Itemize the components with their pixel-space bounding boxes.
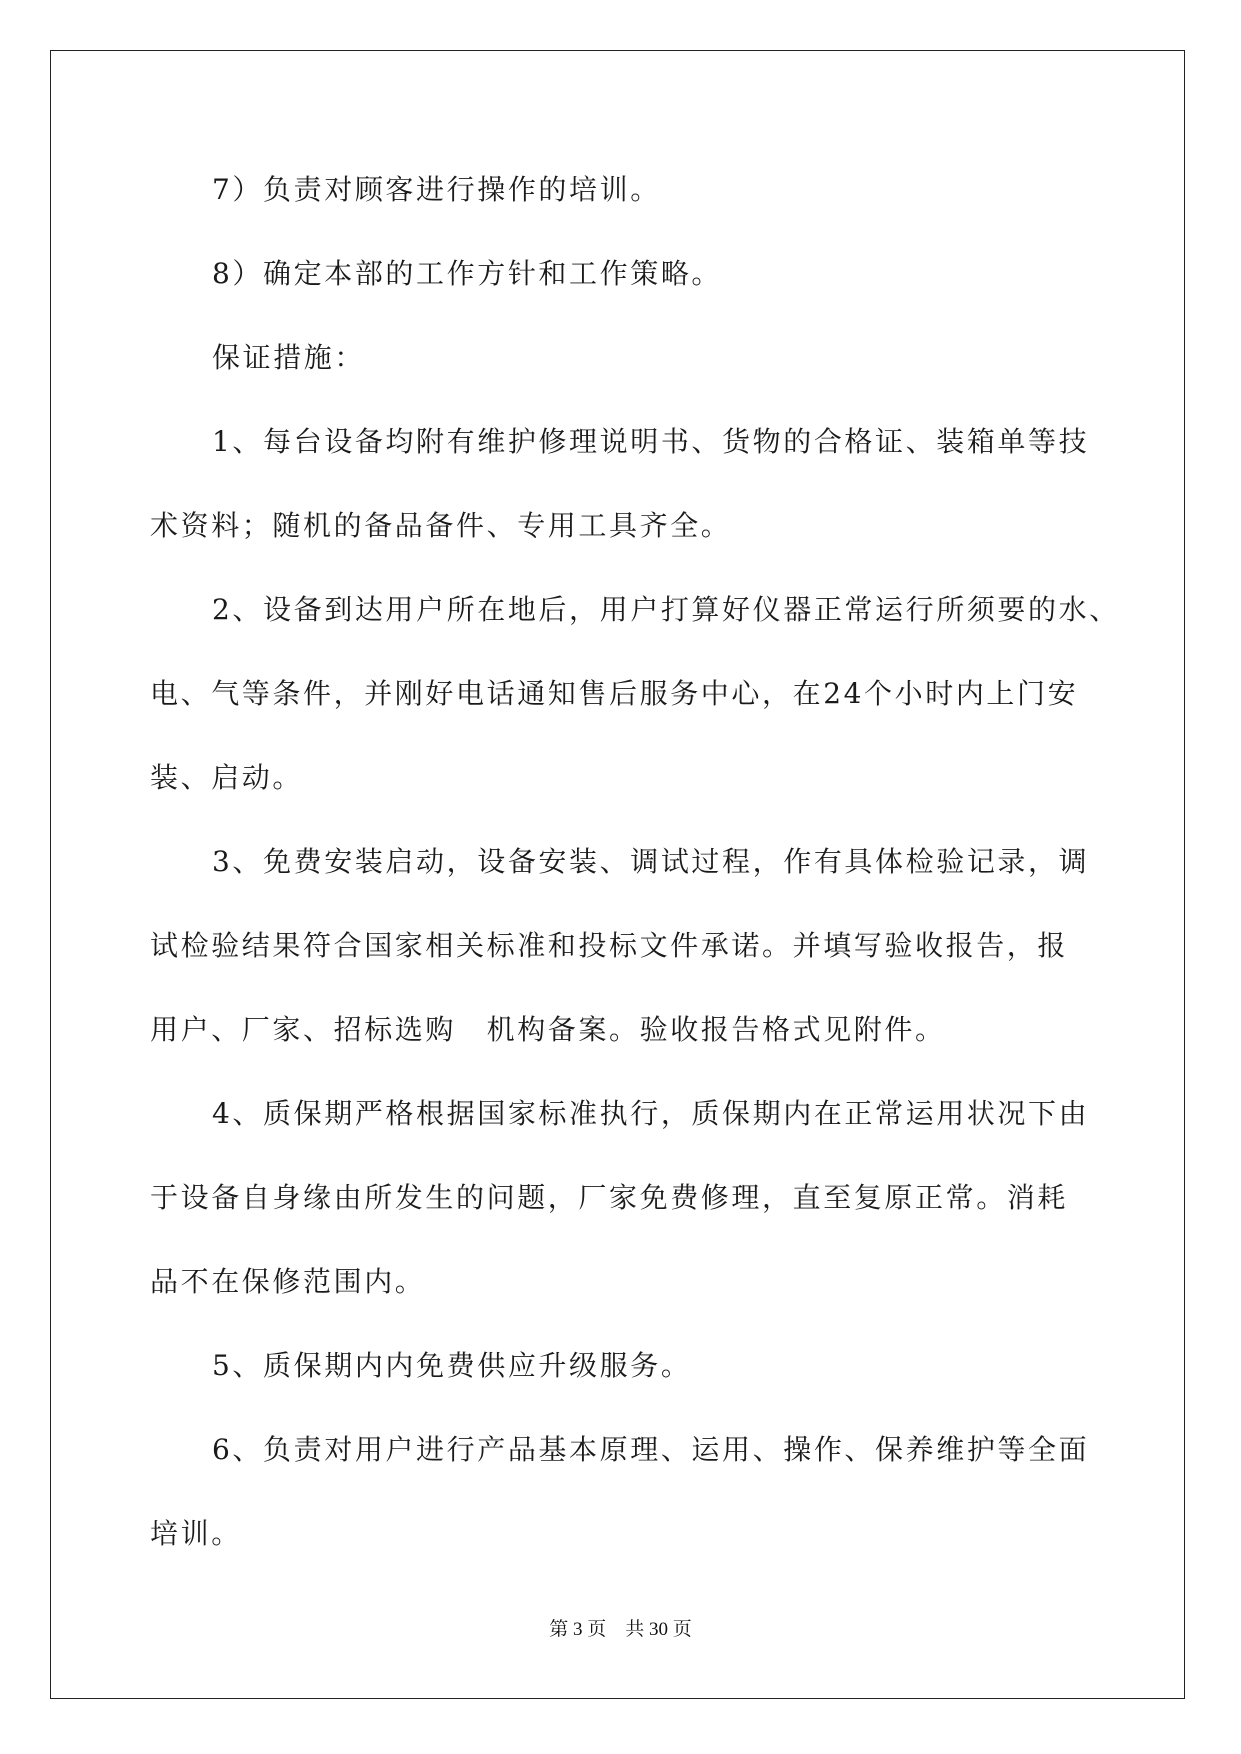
text-line-measure-4-cont: 品不在保修范围内。 [150,1265,426,1298]
text-line-measure-6: 6、负责对用户进行产品基本原理、运用、操作、保养维护等全面 [212,1433,1090,1466]
page-number-footer: 第 3 页 共 30 页 [549,1619,692,1640]
text-line-measure-6-cont: 培训。 [150,1517,242,1550]
text-line-measure-3-cont: 用户、厂家、招标选购 机构备案。验收报告格式见附件。 [150,1013,946,1046]
text-line-measure-3: 3、免费安装启动，设备安装、调试过程，作有具体检验记录，调 [212,845,1090,878]
text-line-measure-2-cont: 电、气等条件，并刚好电话通知售后服务中心，在24个小时内上门安 [150,677,1079,710]
text-line-item-7: 7）负责对顾客进行操作的培训。 [212,173,661,206]
text-line-item-8: 8）确定本部的工作方针和工作策略。 [212,257,723,290]
text-line-measure-1: 1、每台设备均附有维护修理说明书、货物的合格证、装箱单等技 [212,425,1090,458]
text-line-measure-2: 2、设备到达用户所在地后，用户打算好仪器正常运行所须要的水、 [212,593,1120,626]
text-line-measure-4-cont: 于设备自身缘由所发生的问题，厂家免费修理，直至复原正常。消耗 [150,1181,1069,1214]
text-line-measure-4: 4、质保期严格根据国家标准执行，质保期内在正常运用状况下由 [212,1097,1090,1130]
text-line-measure-2-cont: 装、启动。 [150,761,304,794]
text-line-measure-1-cont: 术资料；随机的备品备件、专用工具齐全。 [150,509,732,542]
text-line-measure-5: 5、质保期内内免费供应升级服务。 [212,1349,692,1382]
section-heading-guarantee: 保证措施： [212,341,366,374]
text-line-measure-3-cont: 试检验结果符合国家相关标准和投标文件承诺。并填写验收报告，报 [150,929,1069,962]
